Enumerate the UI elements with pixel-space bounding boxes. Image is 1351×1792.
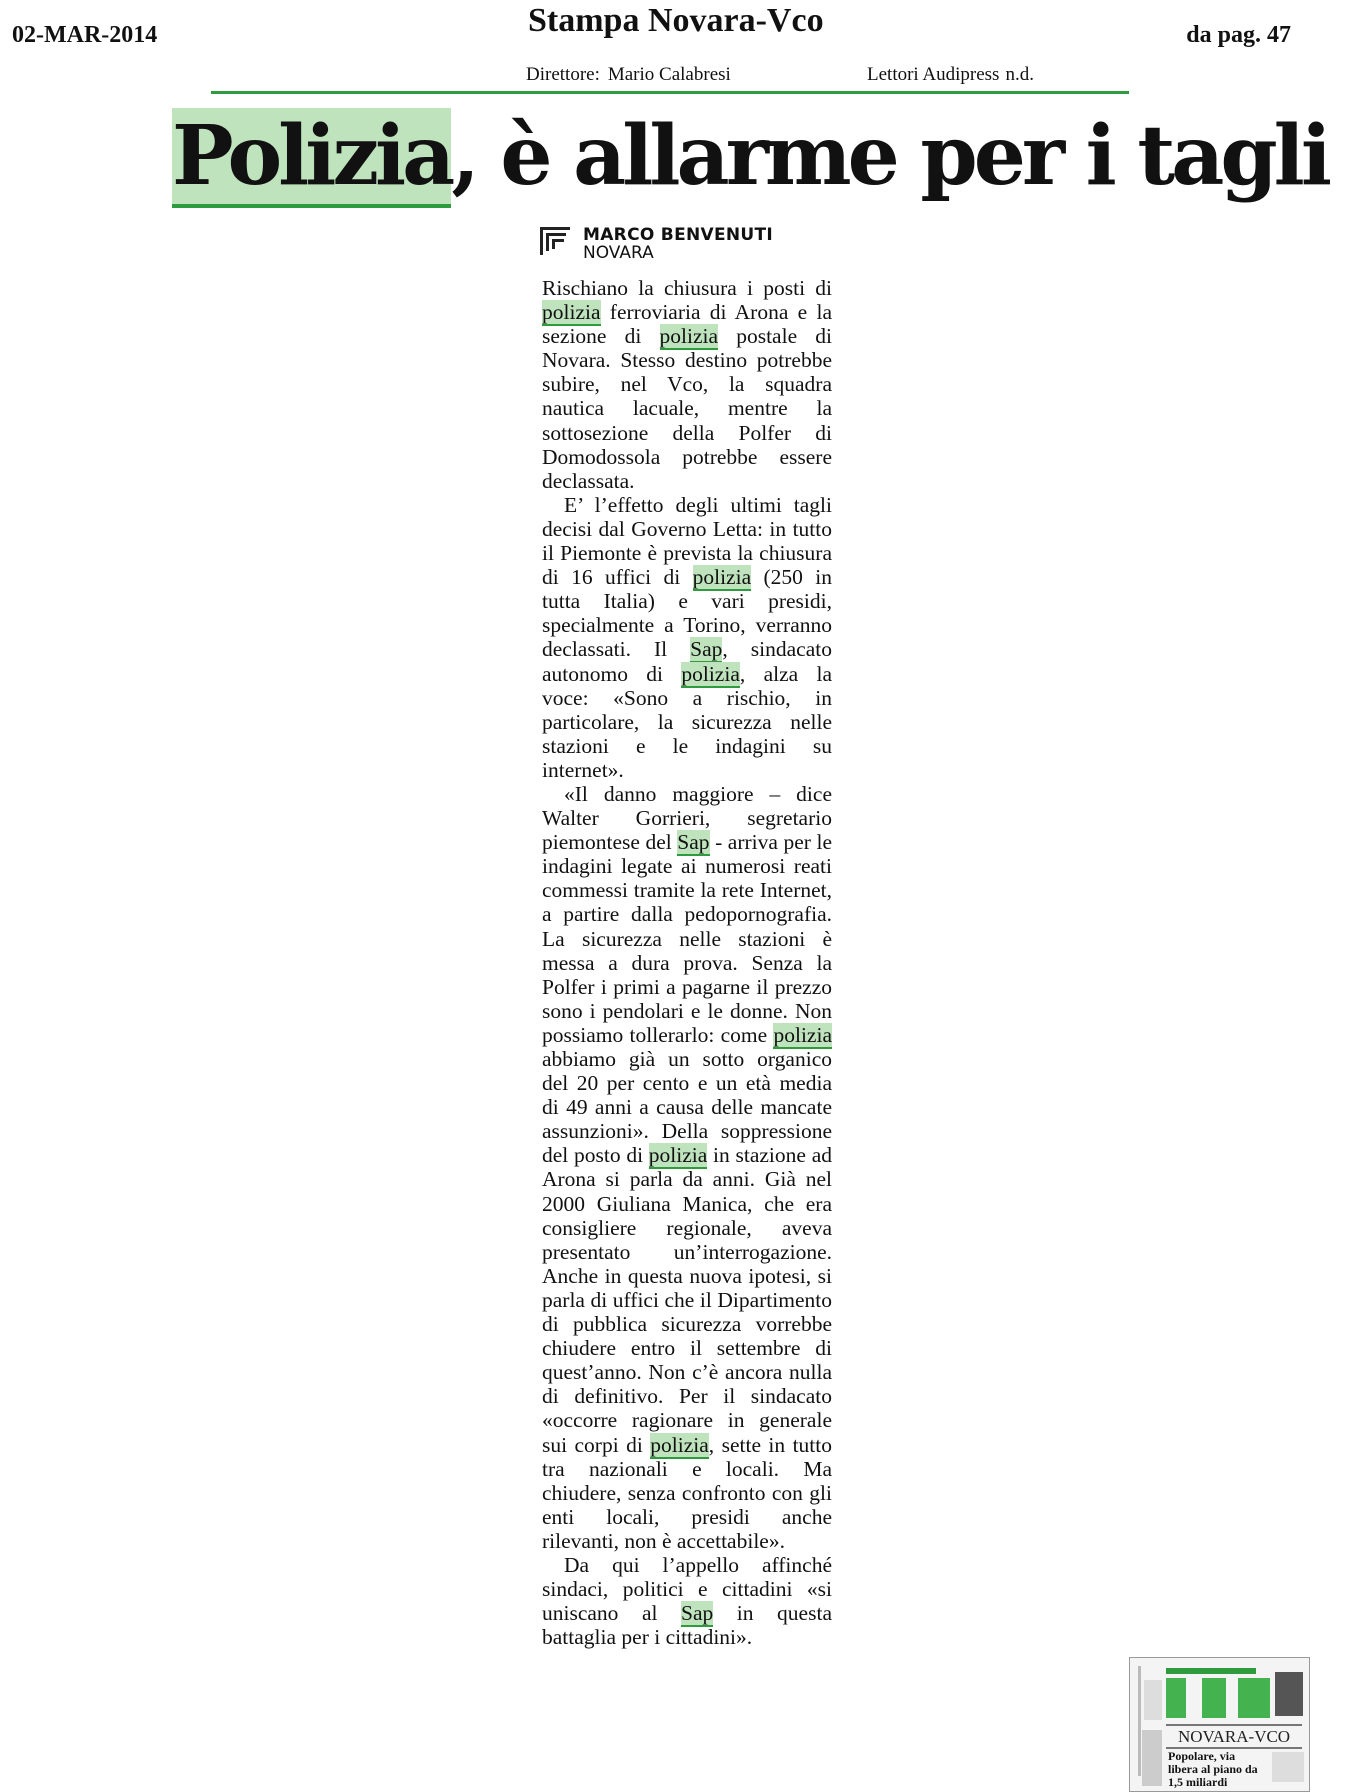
article-text: in questa battaglia per i cittadini». [542,1601,832,1650]
highlighted-keyword: polizia [650,1432,709,1457]
thumbnail-highlight-block [1166,1678,1270,1718]
article-text: «Il danno maggiore – dice Walter Gorrieri, segretario piemontese del [542,781,832,855]
article-text: ferroviaria di Arona e la sezione di [542,300,832,349]
page-number: 47 [1267,22,1291,48]
highlighted-keyword: Sap [681,1601,714,1626]
thumbnail-margin [1138,1666,1141,1776]
article-text: , sindacato autonomo di [542,637,832,686]
article-text: in stazione ad Arona si parla da anni. Già nel 2000 Giuliana Manica, che era consigliere regionale, aveva presentato un’interrogazione. Anche in questa nuova ipotesi, si parla di uffici che il Dipartimento di pubblica sicurezza vorrebbe chiudere entro il settembre di quest’anno. Non c’è ancora nulla di definitivo. Per il sindacato «occorre ragionare in generale sui corpi di [542,1143,832,1457]
thumbnail-gap [1186,1678,1202,1718]
thumbnail-headline [1168,1750,1268,1789]
director-label: Direttore: [526,64,600,85]
header-date: 02-MAR-2014 [12,22,158,48]
readers-value: n.d. [1005,64,1034,85]
article-text: Da qui l’appello affinché sindaci, politici e cittadini «si uniscano al [542,1552,832,1626]
highlighted-keyword: polizia [692,565,752,590]
article-text: Rischiano la chiusura i posti di [542,276,832,300]
director-line [526,64,731,86]
readers-line [867,64,1034,86]
thumbnail-photo [1275,1672,1303,1716]
article-text: , sette in tutto tra nazionali e locali. Ma chiudere, senza confronto con gli enti locali, presidi anche rilevanti, non è accettabile». [542,1432,832,1553]
article-body [542,276,832,1649]
article-text: postale di Novara. Stesso destino potrebbe subire, nel Vco, la squadra nautica lacuale, mentre la sottosezione della Polfer di Domodossola potrebbe essere declassata. [542,324,832,493]
article-paragraph [542,1553,832,1649]
article-paragraph [542,493,832,782]
thumbnail-sidebar [1142,1730,1162,1786]
headline-keyword: Polizia [172,108,451,208]
article-paragraph [542,782,832,1553]
header-rule [211,91,1129,94]
article-paragraph [542,276,832,493]
la-stampa-logo-icon [540,227,570,255]
byline-place: NOVARA [583,243,654,263]
article-text: (250 in tutta Italia) e vari presidi, specialmente a Torino, verranno declassati. Il [542,565,832,662]
thumbnail-section: NOVARA-VCO [1178,1727,1291,1746]
thumbnail-headline-bar [1166,1668,1256,1674]
highlighted-keyword: Sap [677,830,710,855]
thumbnail-side-column [1272,1752,1304,1782]
highlighted-keyword: Sap [690,637,723,662]
article-text: abbiamo già un sotto organico del 20 per cento e un età media di 49 anni a causa delle mancate assunzioni». Della soppressione del posto di [542,1047,832,1168]
thumbnail-rule [1166,1724,1302,1726]
byline-author: MARCO BENVENUTI [583,225,774,245]
highlighted-keyword: polizia [648,1143,708,1168]
article-text: , alza la voce: «Sono a rischio, in particolare, la sicurezza nelle stazioni e le indagini su internet». [542,661,833,782]
newspaper-title: Stampa Novara-Vco [528,2,824,39]
headline-rest: , è allarme per i tagli [451,108,1328,204]
highlighted-keyword: polizia [681,661,740,686]
page-label: da pag. [1186,22,1261,48]
thumbnail-gap [1226,1678,1238,1718]
thumbnail-headline-text: Popolare, via libera al piano da 1,5 miliardi [1168,1749,1258,1789]
director-name: Mario Calabresi [607,64,731,85]
headline [172,106,1328,206]
highlighted-keyword: polizia [773,1022,832,1047]
page-thumbnail [1129,1657,1310,1792]
thumbnail-column [1144,1680,1162,1720]
article-text: E’ l’effetto degli ultimi tagli decisi dal Governo Letta: in tutto il Piemonte è prevista la chiusura di 16 uffici di [542,492,832,590]
page-reference [1186,22,1291,49]
article-text: - arriva per le indagini legate ai numerosi reati commessi tramite la rete Internet, a partire dalla pedopornografia. La sicurezza nelle stazioni è messa a dura prova. Senza la Polfer i primi a pagarne il prezzo sono i pendolari e le donne. Non possiamo tollerarlo: come [542,830,832,1047]
highlighted-keyword: polizia [659,324,719,349]
readers-label: Lettori Audipress [867,64,1000,85]
highlighted-keyword: polizia [542,300,601,325]
